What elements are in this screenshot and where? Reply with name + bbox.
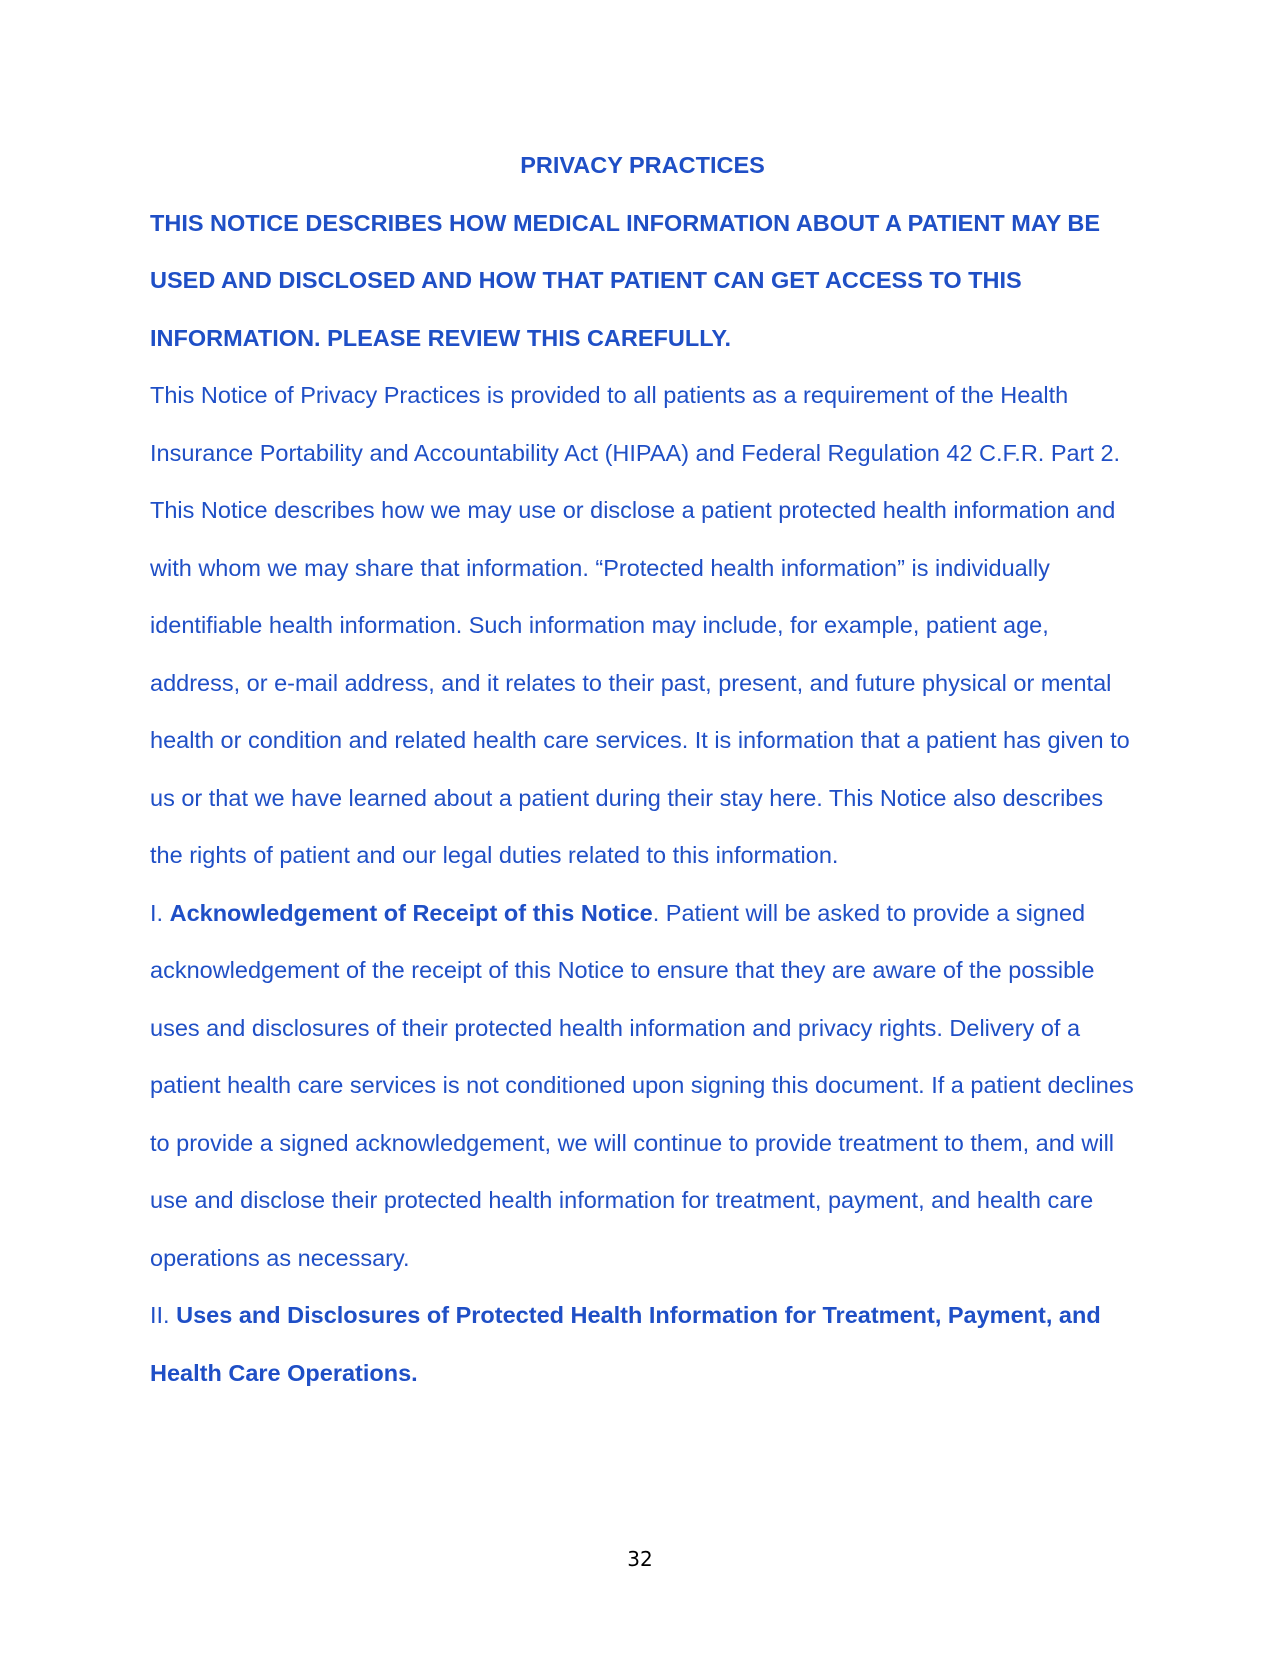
page-number: 32 xyxy=(627,1547,653,1571)
section-number: I. xyxy=(150,899,164,926)
document-title: PRIVACY PRACTICES xyxy=(520,152,765,178)
section-number: II. xyxy=(150,1302,170,1328)
notice-statement: THIS NOTICE DESCRIBES HOW MEDICAL INFORMATION ABOUT A PATIENT MAY BE USED AND DISCLOSED AND HOW THAT PATIENT CAN GET ACCESS TO THIS INFORMATION. PLEASE REVIEW THIS CAREFULLY. xyxy=(150,209,1101,351)
section-body: . Patient will be asked to provide a signed acknowledgement of the receipt of this Notice to ensure that they are aware of the possible uses and disclosures of their protected health information and privacy rights. Delivery of a patient health care services is not conditioned upon signing this document. If a patient declines to provide a signed acknowledgement, we will continue to provide treatment to them, and will use and disclose their protected health information for treatment, payment, and health care operations as necessary. xyxy=(150,899,1134,1271)
section-uses-disclosures xyxy=(150,1287,1135,1402)
section-heading: Acknowledgement of Receipt of this Notice xyxy=(169,899,653,926)
section-heading: Uses and Disclosures of Protected Health Information for Treatment, Payment, and Health Care Operations. xyxy=(150,1302,1101,1386)
intro-paragraph: This Notice of Privacy Practices is provided to all patients as a requirement of the Health Insurance Portability and Accountability Act (HIPAA) and Federal Regulation 42 C.F.R. Part 2. This Notice describes how we may use or disclose a patient protected health information and with whom we may share that information. “Protected health information” is individually identifiable health information. Such information may include, for example, patient age, address, or e-mail address, and it relates to their past, present, and future physical or mental health or condition and related health care services. It is information that a patient has given to us or that we have learned about a patient during their stay here. This Notice also describes the rights of patient and our legal duties related to this information. xyxy=(150,382,1130,868)
document-body xyxy=(150,137,1135,1402)
section-acknowledgement xyxy=(150,885,1135,1288)
